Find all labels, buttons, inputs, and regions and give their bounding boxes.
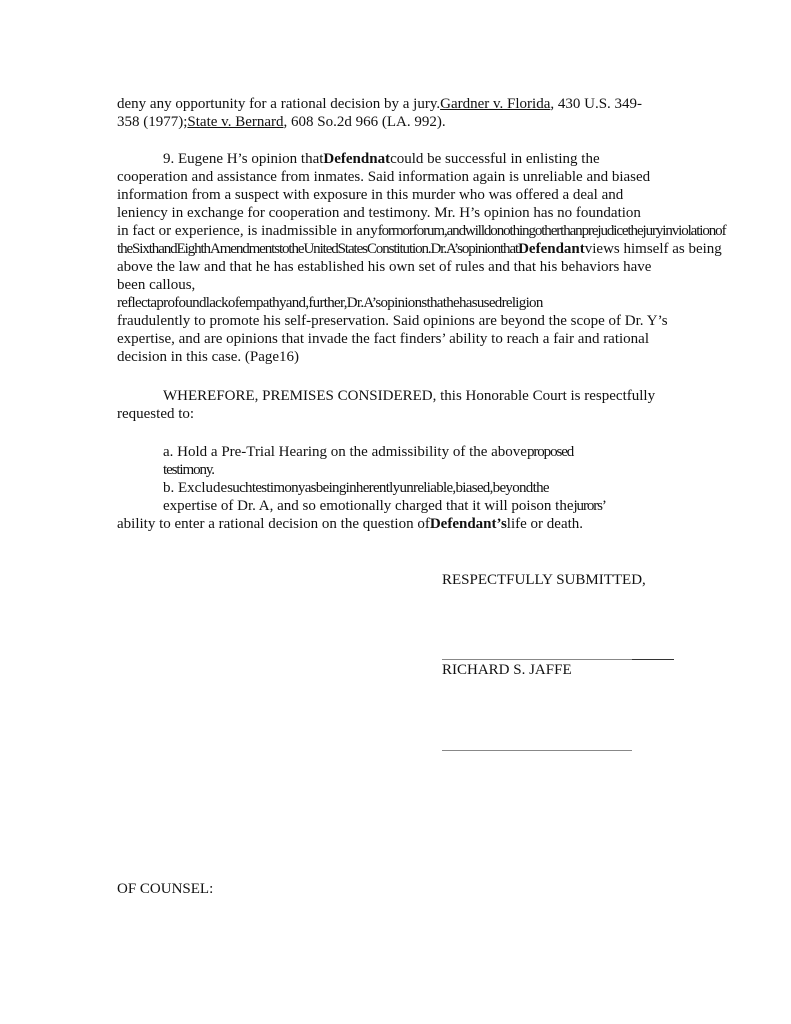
text-line: requested to: <box>117 406 195 422</box>
text: life or death. <box>506 516 584 532</box>
text-line: decision in this case. (Page16) <box>117 349 300 365</box>
case-citation-bernard: State v. Bernard <box>187 114 284 130</box>
paragraph-9 <box>117 150 726 366</box>
compressed-text: testimony. <box>163 462 214 478</box>
text: deny any opportunity for a rational decision by a jury. <box>117 96 441 112</box>
list-item-b: b. Exclude <box>163 480 228 496</box>
compressed-text: suchtestimonyasbeinginherentlyunreliable,biased,beyondthe <box>227 480 549 496</box>
case-citation-gardner: Gardner v. Florida <box>440 96 551 112</box>
text: , 430 U.S. 349- <box>550 96 643 112</box>
compressed-text: reflectaprofoundlackofempathyand,further,Dr.A’sopinionsthathehasusedreligion <box>117 295 543 311</box>
text-line: WHEREFORE, PREMISES CONSIDERED, this Honorable Court is respectfully <box>163 388 656 404</box>
text-line: cooperation and assistance from inmates. Said information again is unreliable and biased <box>117 169 651 185</box>
paragraph-citation <box>117 95 675 131</box>
text: , 608 So.2d 966 (LA. 992). <box>283 114 446 130</box>
text-line: fraudulently to promote his self-preservation. Said opinions are beyond the scope of Dr. Y’s <box>117 313 668 329</box>
bold-term: Defendnat <box>323 151 391 167</box>
text-line: information from a suspect with exposure in this murder who was offered a deal and <box>117 187 624 203</box>
request-list <box>117 443 675 533</box>
text: 358 (1977); <box>117 114 188 130</box>
closing-text: RESPECTFULLY SUBMITTED, <box>442 572 646 588</box>
signature-line <box>442 659 632 660</box>
bold-term: Defendant <box>518 241 585 257</box>
text: 9. Eugene H’s opinion that <box>163 151 324 167</box>
compressed-text: formorforum,andwilldonothingotherthanprejudicethejuryinviolationof <box>377 223 726 239</box>
text-line: been callous, <box>117 277 196 293</box>
signer-name: RICHARD S. JAFFE <box>442 662 572 678</box>
text: in fact or experience, is inadmissible in any <box>117 223 378 239</box>
text-line: above the law and that he has established his own set of rules and that his behaviors have <box>117 259 652 275</box>
text-line: leniency in exchange for cooperation and testimony. Mr. H’s opinion has no foundation <box>117 205 641 221</box>
text: views himself as being <box>584 241 722 257</box>
second-signature-line <box>442 750 632 751</box>
text: expertise of Dr. A, and so emotionally charged that it will poison the <box>163 498 574 514</box>
text-line: expertise, and are opinions that invade the fact finders’ ability to reach a fair and rational <box>117 331 650 347</box>
bold-term: Defendant’s <box>429 516 507 532</box>
list-item-a: a. Hold a Pre-Trial Hearing on the admissibility of the above <box>163 444 527 460</box>
compressed-text: jurors’ <box>573 498 606 514</box>
compressed-text: theSixthandEighthAmendmentstotheUnitedStatesConstitution.Dr.A’sopinionthat <box>117 241 519 257</box>
signature-line-extension <box>632 659 674 660</box>
wherefore-paragraph <box>117 387 675 423</box>
of-counsel-label: OF COUNSEL: <box>117 881 214 897</box>
text: could be successful in enlisting the <box>390 151 600 167</box>
text: ability to enter a rational decision on the question of <box>117 516 430 532</box>
compressed-text: proposed <box>526 444 574 460</box>
